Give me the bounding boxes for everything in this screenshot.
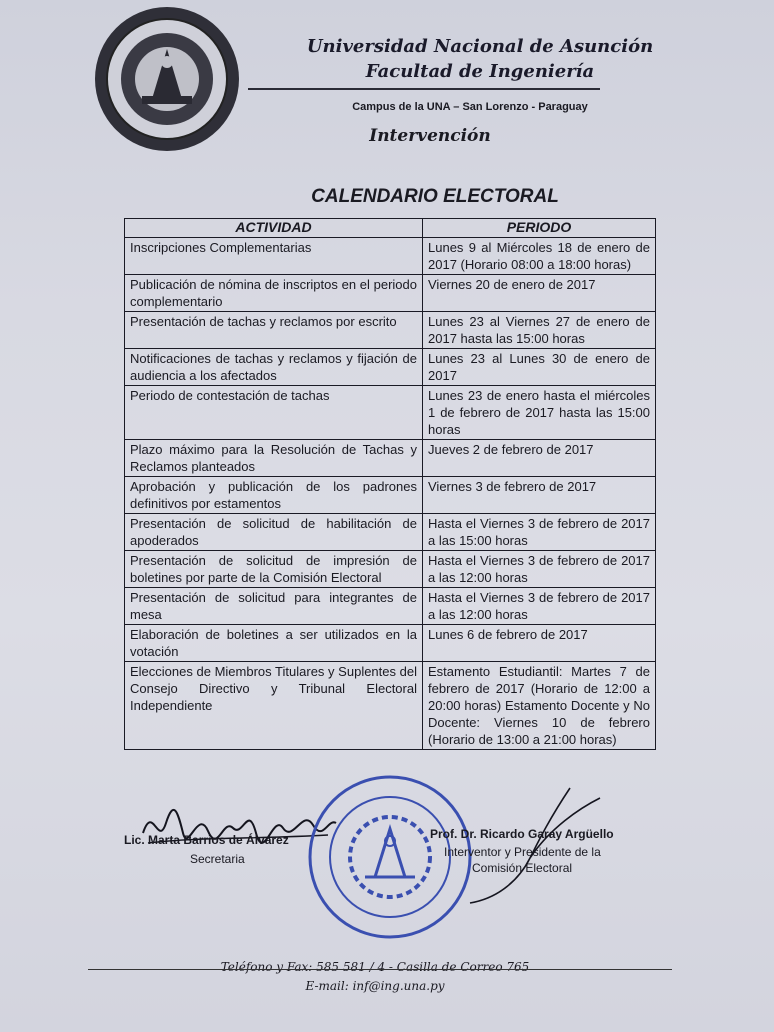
periodo-cell: Hasta el Viernes 3 de febrero de 2017 a las 12:00 horas <box>423 551 656 588</box>
periodo-cell: Lunes 23 de enero hasta el miércoles 1 de febrero de 2017 hasta las 15:00 horas <box>423 386 656 440</box>
periodo-cell: Viernes 20 de enero de 2017 <box>423 275 656 312</box>
actividad-cell: Presentación de solicitud de impresión de boletines por parte de la Comisión Electoral <box>125 551 423 588</box>
periodo-cell: Lunes 9 al Miércoles 18 de enero de 2017 (Horario 08:00 a 18:00 horas) <box>423 238 656 275</box>
footer-phone: Teléfono y Fax: 585 581 / 4 - Casilla de Correo 765 <box>220 960 530 974</box>
footer-email: E-mail: inf@ing.una.py <box>305 979 445 993</box>
actividad-cell: Publicación de nómina de inscriptos en el periodo complementario <box>125 275 423 312</box>
secretary-role: Secretaria <box>190 852 245 866</box>
table-row <box>125 625 656 662</box>
table-row <box>125 440 656 477</box>
table-row <box>125 349 656 386</box>
table-row <box>125 238 656 275</box>
table-row <box>125 514 656 551</box>
footer-contact <box>140 958 610 996</box>
column-header-periodo: PERIODO <box>423 219 656 238</box>
table-row <box>125 275 656 312</box>
university-name: Universidad Nacional de Asunción <box>306 36 654 57</box>
actividad-cell: Elecciones de Miembros Titulares y Suplentes del Consejo Directivo y Tribunal Electoral Independiente <box>125 662 423 750</box>
periodo-cell: Hasta el Viernes 3 de febrero de 2017 a las 12:00 horas <box>423 588 656 625</box>
periodo-cell: Jueves 2 de febrero de 2017 <box>423 440 656 477</box>
actividad-cell: Inscripciones Complementarias <box>125 238 423 275</box>
actividad-cell: Presentación de tachas y reclamos por escrito <box>125 312 423 349</box>
footer-divider <box>88 969 672 970</box>
document-title: CALENDARIO ELECTORAL <box>311 186 559 207</box>
periodo-cell: Estamento Estudiantil: Martes 7 de febrero de 2017 (Horario de 12:00 a 20:00 horas) Estamento Docente y No Docente: Viernes 10 de febrero (Horario de 13:00 a 21:00 horas) <box>423 662 656 750</box>
actividad-cell: Plazo máximo para la Resolución de Tachas y Reclamos planteados <box>125 440 423 477</box>
interventor-signature <box>430 778 610 908</box>
actividad-cell: Elaboración de boletines a ser utilizados en la votación <box>125 625 423 662</box>
actividad-cell: Notificaciones de tachas y reclamos y fijación de audiencia a los afectados <box>125 349 423 386</box>
table-row <box>125 386 656 440</box>
periodo-cell: Lunes 23 al Viernes 27 de enero de 2017 hasta las 15:00 horas <box>423 312 656 349</box>
header-divider <box>248 88 600 90</box>
faculty-name: Facultad de Ingeniería <box>365 61 595 82</box>
actividad-cell: Presentación de solicitud de habilitación de apoderados <box>125 514 423 551</box>
interventor-role-line-1: Interventor y Presidente de la <box>444 845 601 859</box>
periodo-cell: Hasta el Viernes 3 de febrero de 2017 a las 15:00 horas <box>423 514 656 551</box>
actividad-cell: Periodo de contestación de tachas <box>125 386 423 440</box>
interventor-role-line-2: Comisión Electoral <box>472 861 573 875</box>
table-row <box>125 588 656 625</box>
secretary-name: Lic. Marta Barrios de Álvarez <box>124 833 289 847</box>
actividad-cell: Aprobación y publicación de los padrones definitivos por estamentos <box>125 477 423 514</box>
section-heading: Intervención <box>369 126 491 146</box>
university-seal-logo <box>92 4 242 154</box>
interventor-name: Prof. Dr. Ricardo Garay Argüello <box>430 827 614 841</box>
campus-line: Campus de la UNA – San Lorenzo - Paraguay <box>352 101 588 113</box>
actividad-cell: Presentación de solicitud para integrantes de mesa <box>125 588 423 625</box>
table-header-row <box>125 219 656 238</box>
table-row <box>125 551 656 588</box>
table-row <box>125 312 656 349</box>
university-heading <box>300 34 660 84</box>
periodo-cell: Lunes 23 al Lunes 30 de enero de 2017 <box>423 349 656 386</box>
table-row <box>125 477 656 514</box>
column-header-actividad: ACTIVIDAD <box>125 219 423 238</box>
table-row <box>125 662 656 750</box>
electoral-calendar-table <box>124 218 656 750</box>
periodo-cell: Viernes 3 de febrero de 2017 <box>423 477 656 514</box>
periodo-cell: Lunes 6 de febrero de 2017 <box>423 625 656 662</box>
